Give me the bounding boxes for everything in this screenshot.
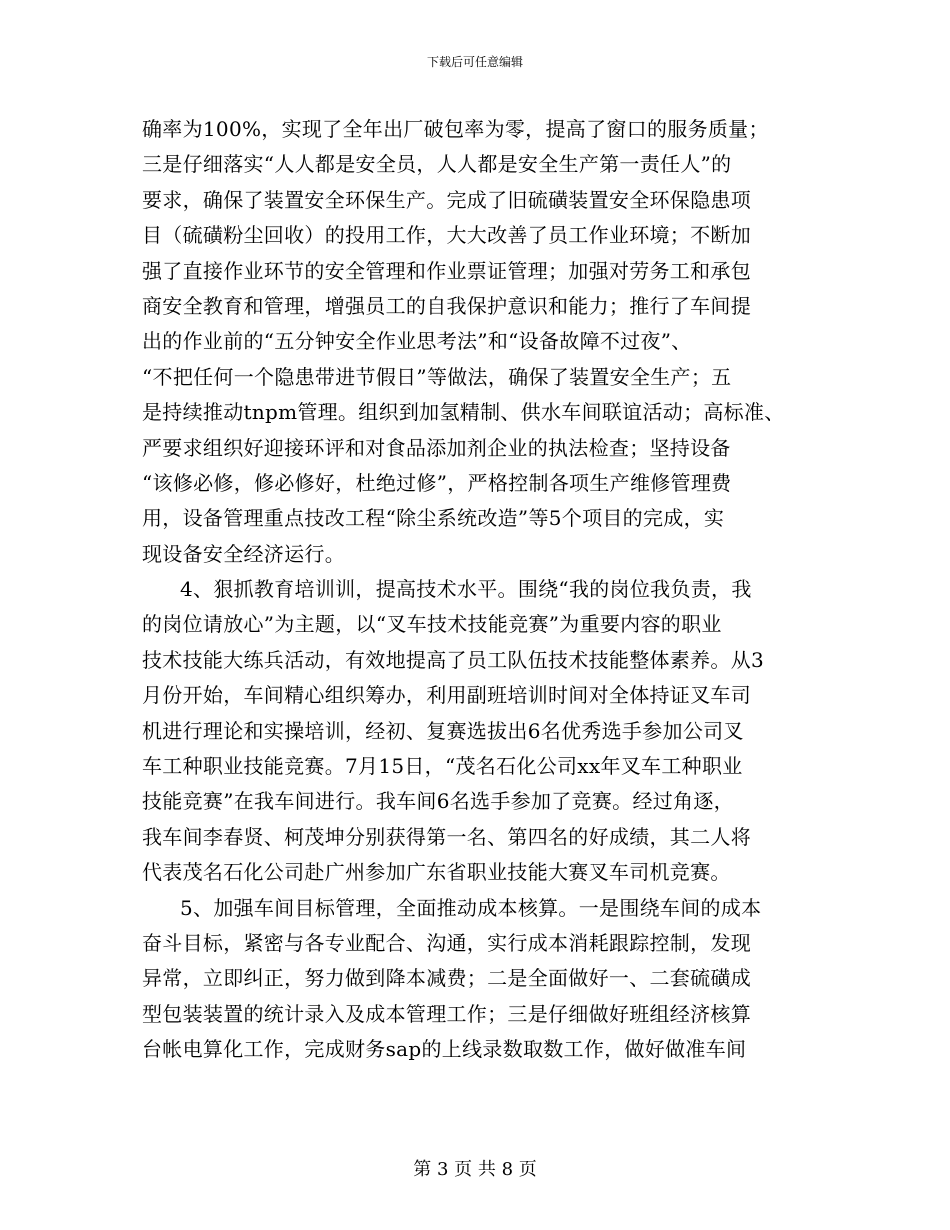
body-line: 三是仔细落实“人人都是安全员，人人都是安全生产第一责任人”的 <box>142 152 732 177</box>
body-line: “不把任何一个隐患带进节假日”等做法，确保了装置安全生产；五 <box>142 364 732 389</box>
body-line: 确率为100%，实现了全年出厂破包率为零，提高了窗口的服务质量； <box>142 117 769 141</box>
body-line: 车工种职业技能竞赛。7月15日，“茂名石化公司xx年叉车工种职业 <box>142 754 743 779</box>
body-line: “该修必修，修必修好，杜绝过修”，严格控制各项生产维修管理费 <box>142 470 732 495</box>
body-line: 目（硫磺粉尘回收）的投用工作，大大改善了员工作业环境；不断加 <box>142 223 751 248</box>
body-line: 用，设备管理重点技改工程“除尘系统改造”等5个项目的完成，实 <box>142 506 725 531</box>
body-line: 代表茂名石化公司赴广州参加广东省职业技能大赛叉车司机竞赛。 <box>142 860 731 885</box>
body-line: 技术技能大练兵活动，有效地提高了员工队伍技术技能整体素养。从3 <box>142 647 765 672</box>
page-footer: 第 3 页 共 8 页 <box>413 1159 537 1180</box>
body-line: 4、狠抓教育培训训，提高技术水平。围绕“我的岗位我负责，我 <box>180 577 752 602</box>
body-line: 我车间李春贤、柯茂坤分别获得第一名、第四名的好成绩，其二人将 <box>142 824 751 849</box>
body-line: 的岗位请放心”为主题，以“叉车技术技能竞赛”为重要内容的职业 <box>142 612 722 637</box>
body-line: 台帐电算化工作，完成财务sap的上线录数取数工作，做好做准车间 <box>142 1037 747 1062</box>
page-header: 下载后可任意编辑 <box>426 55 523 69</box>
body-line: 是持续推动tnpm管理。组织到加氢精制、供水车间联谊活动；高标准、 <box>142 400 785 425</box>
body-line: 现设备安全经济运行。 <box>142 541 345 566</box>
body-line: 异常，立即纠正，努力做到降本减费；二是全面做好一、二套硫磺成 <box>142 966 751 991</box>
body-line: 5、加强车间目标管理，全面推动成本核算。一是围绕车间的成本 <box>180 895 762 920</box>
body-line: 强了直接作业环节的安全管理和作业票证管理；加强对劳务工和承包 <box>142 258 751 283</box>
body-line: 机进行理论和实操培训，经初、复赛选拔出6名优秀选手参加公司叉 <box>142 718 744 743</box>
body-line: 技能竞赛”在我车间进行。我车间6名选手参加了竞赛。经过角逐， <box>142 789 734 814</box>
body-line: 型包装装置的统计录入及成本管理工作；三是仔细做好班组经济核算 <box>142 1001 751 1026</box>
body-line: 商安全教育和管理，增强员工的自我保护意识和能力；推行了车间提 <box>142 293 751 318</box>
body-line: 奋斗目标，紧密与各专业配合、沟通，实行成本消耗跟踪控制，发现 <box>142 930 751 955</box>
body-line: 月份开始，车间精心组织筹办，利用副班培训时间对全体持证叉车司 <box>142 683 751 708</box>
body-line: 严要求组织好迎接环评和对食品添加剂企业的执法检查；坚持设备 <box>142 435 731 460</box>
document-body <box>142 112 832 1068</box>
body-line: 出的作业前的“五分钟安全作业思考法”和“设备故障不过夜”、 <box>142 329 692 354</box>
body-line: 要求，确保了装置安全环保生产。完成了旧硫磺装置安全环保隐患项 <box>142 187 751 212</box>
